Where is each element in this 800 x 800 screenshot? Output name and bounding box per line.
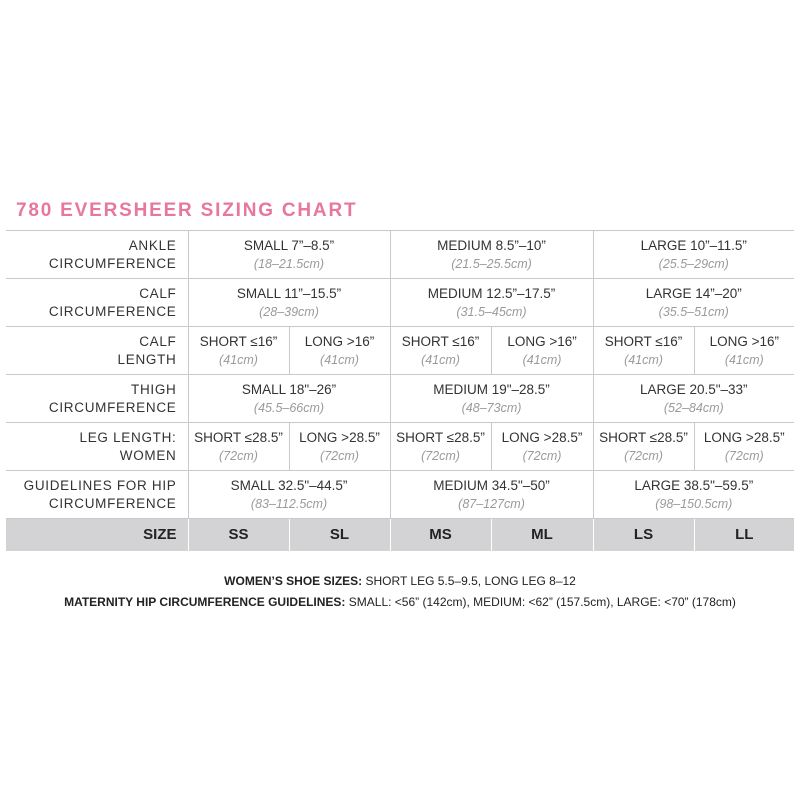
table-row-calf-circumference xyxy=(6,279,794,327)
size-code: LS xyxy=(593,519,694,552)
row-label-hip: GUIDELINES FOR HIP CIRCUMFERENCE xyxy=(6,471,188,519)
size-code: SS xyxy=(188,519,289,552)
sizing-table xyxy=(6,230,794,551)
cell-long: LONG >28.5” (72cm) xyxy=(694,423,794,471)
shoe-sizes-text: SHORT LEG 5.5–9.5, LONG LEG 8–12 xyxy=(362,574,576,588)
cell-small: SMALL 7”–8.5” (18–21.5cm) xyxy=(188,231,390,279)
cell-short: SHORT ≤16” (41cm) xyxy=(593,327,694,375)
cell-small: SMALL 32.5"–44.5” (83–112.5cm) xyxy=(188,471,390,519)
cell-small: SMALL 18"–26” (45.5–66cm) xyxy=(188,375,390,423)
shoe-sizes-label: WOMEN’S SHOE SIZES: xyxy=(224,574,363,588)
size-code: SL xyxy=(289,519,390,552)
shoe-sizes-note xyxy=(0,574,800,588)
row-label-thigh: THIGH CIRCUMFERENCE xyxy=(6,375,188,423)
cell-long: LONG >16” (41cm) xyxy=(491,327,593,375)
row-label-leg-length: LEG LENGTH: WOMEN xyxy=(6,423,188,471)
size-code: MS xyxy=(390,519,491,552)
cell-short: SHORT ≤28.5” (72cm) xyxy=(593,423,694,471)
cell-large: LARGE 14”–20” (35.5–51cm) xyxy=(593,279,794,327)
row-label-calf-circumference: CALF CIRCUMFERENCE xyxy=(6,279,188,327)
table-row-thigh xyxy=(6,375,794,423)
cell-medium: MEDIUM 8.5”–10” (21.5–25.5cm) xyxy=(390,231,593,279)
cell-short: SHORT ≤16” (41cm) xyxy=(188,327,289,375)
maternity-note xyxy=(0,595,800,609)
size-code: ML xyxy=(491,519,593,552)
cell-short: SHORT ≤28.5” (72cm) xyxy=(188,423,289,471)
cell-large: LARGE 10”–11.5” (25.5–29cm) xyxy=(593,231,794,279)
size-code-row xyxy=(6,519,794,552)
maternity-text: SMALL: <56” (142cm), MEDIUM: <62” (157.5cm), LARGE: <70” (178cm) xyxy=(345,595,736,609)
cell-small: SMALL 11”–15.5” (28–39cm) xyxy=(188,279,390,327)
chart-title: 780 EVERSHEER SIZING CHART xyxy=(16,200,358,221)
cell-long: LONG >16” (41cm) xyxy=(694,327,794,375)
row-label-calf-length: CALF LENGTH xyxy=(6,327,188,375)
size-code: LL xyxy=(694,519,794,552)
size-label: SIZE xyxy=(6,519,188,552)
table-row-leg-length xyxy=(6,423,794,471)
table-row-ankle xyxy=(6,231,794,279)
table-row-hip xyxy=(6,471,794,519)
row-label-ankle: ANKLE CIRCUMFERENCE xyxy=(6,231,188,279)
cell-long: LONG >16” (41cm) xyxy=(289,327,390,375)
cell-medium: MEDIUM 19"–28.5” (48–73cm) xyxy=(390,375,593,423)
cell-long: LONG >28.5” (72cm) xyxy=(491,423,593,471)
cell-medium: MEDIUM 34.5"–50” (87–127cm) xyxy=(390,471,593,519)
maternity-label: MATERNITY HIP CIRCUMFERENCE GUIDELINES: xyxy=(64,595,346,609)
cell-short: SHORT ≤28.5” (72cm) xyxy=(390,423,491,471)
cell-long: LONG >28.5” (72cm) xyxy=(289,423,390,471)
cell-short: SHORT ≤16” (41cm) xyxy=(390,327,491,375)
cell-large: LARGE 38.5"–59.5” (98–150.5cm) xyxy=(593,471,794,519)
cell-medium: MEDIUM 12.5”–17.5” (31.5–45cm) xyxy=(390,279,593,327)
table-row-calf-length xyxy=(6,327,794,375)
cell-large: LARGE 20.5"–33” (52–84cm) xyxy=(593,375,794,423)
